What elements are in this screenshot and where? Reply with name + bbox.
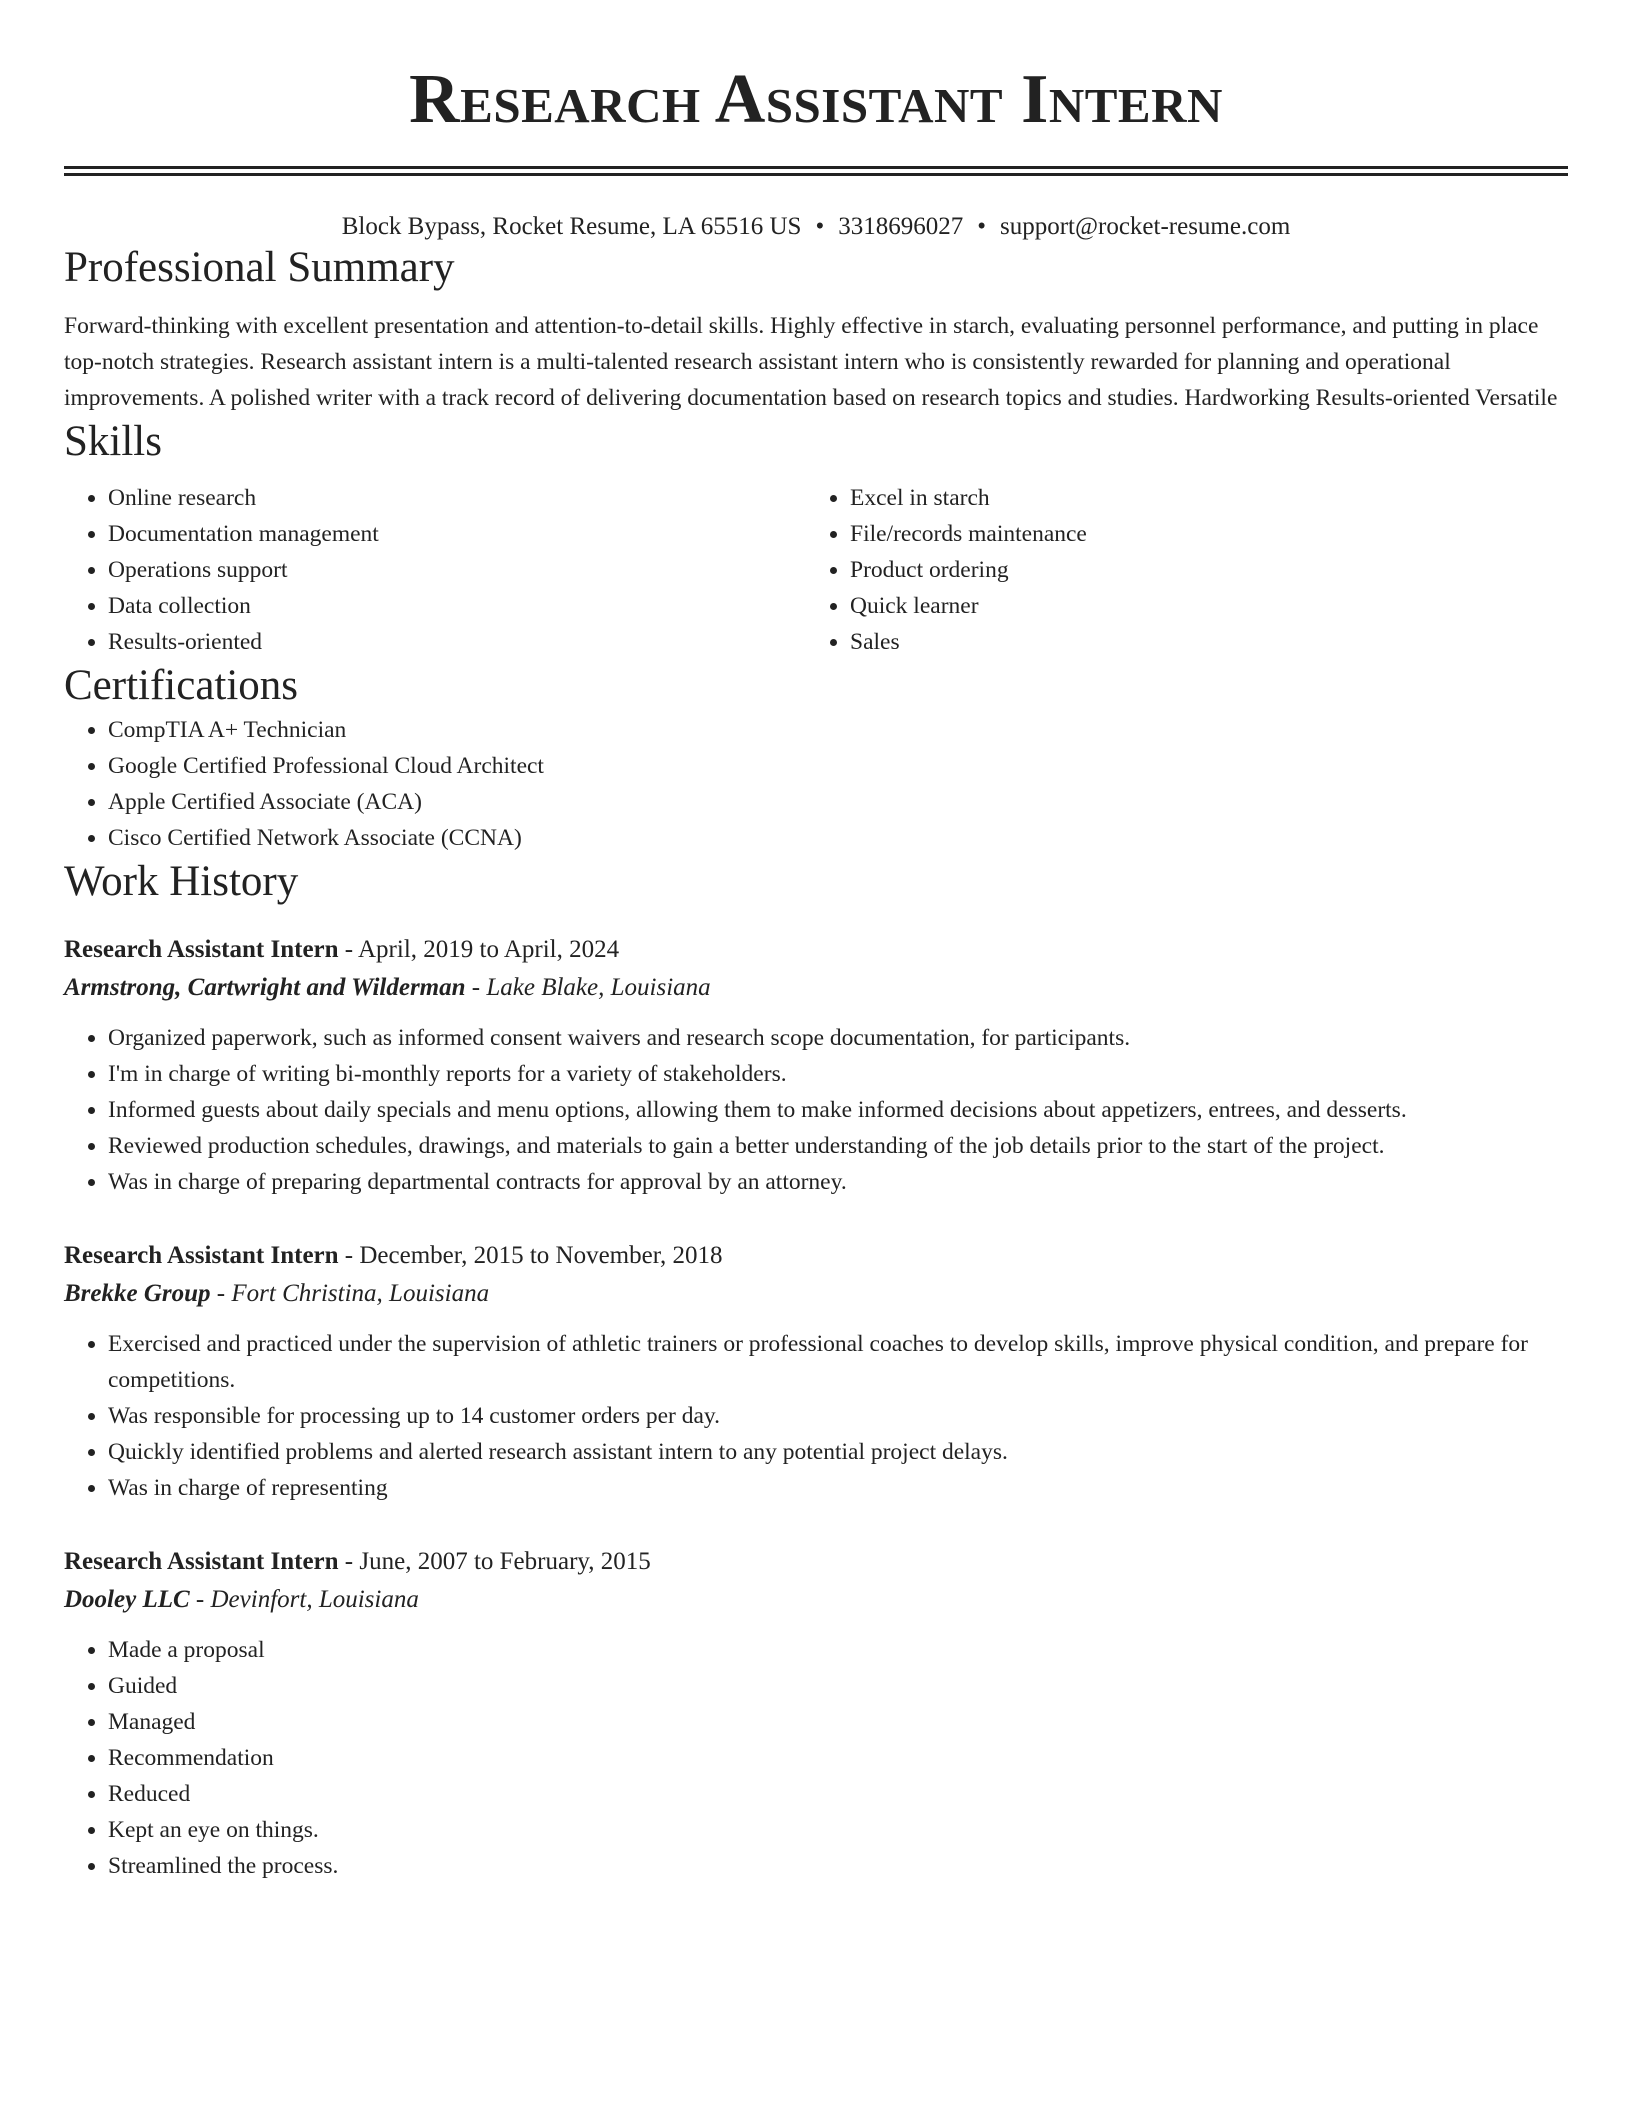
resume-name: Research Assistant Intern <box>409 61 1223 138</box>
job-dates: June, 2007 to February, 2015 <box>359 1548 651 1575</box>
job-duty: • Was responsible for processing up to 14 customer orders per day. <box>108 1398 1568 1434</box>
job-duties-list <box>64 1020 1568 1200</box>
job-duty: • Kept an eye on things. <box>108 1812 1568 1848</box>
job-dash: - <box>338 1548 360 1575</box>
skills-grid <box>64 480 1568 660</box>
skill-item: • Operations support <box>108 552 806 588</box>
job-location: Devinfort, Louisiana <box>210 1586 419 1613</box>
job-company-line <box>64 968 1568 1008</box>
certifications-list <box>64 712 1568 856</box>
skill-item: • Excel in starch <box>850 480 1548 516</box>
certifications-heading: Certifications <box>64 662 299 709</box>
job-duty: • Informed guests about daily specials and menu options, allowing them to make informed decisions about appetizers, entrees, and desserts. <box>108 1092 1568 1128</box>
skills-column-left <box>64 480 806 660</box>
certification-item: • CompTIA A+ Technician <box>108 712 1568 748</box>
job-dash: - <box>189 1586 211 1613</box>
skill-item: • Results-oriented <box>108 624 806 660</box>
job-entry <box>64 1238 1568 1506</box>
job-title-line <box>64 932 1568 968</box>
job-duty: • Streamlined the process. <box>108 1848 1568 1884</box>
job-dash: - <box>210 1280 232 1307</box>
job-duties-list <box>64 1632 1568 1884</box>
certification-item: • Apple Certified Associate (ACA) <box>108 784 1568 820</box>
certification-item: • Cisco Certified Network Associate (CCNA) <box>108 820 1568 856</box>
job-dash: - <box>338 936 358 963</box>
work-history-heading: Work History <box>64 858 299 905</box>
job-title-line <box>64 1238 1568 1274</box>
skill-item: • File/records maintenance <box>850 516 1548 552</box>
job-entry <box>64 932 1568 1200</box>
summary-heading: Professional Summary <box>64 244 455 291</box>
job-duty: • Quickly identified problems and alerted research assistant intern to any potential project delays. <box>108 1434 1568 1470</box>
job-dates: December, 2015 to November, 2018 <box>359 1242 723 1269</box>
job-duty: • Made a proposal <box>108 1632 1568 1668</box>
job-location: Lake Blake, Louisiana <box>486 974 711 1001</box>
job-title-line <box>64 1544 1568 1580</box>
job-company-line <box>64 1274 1568 1314</box>
skills-heading: Skills <box>64 418 162 465</box>
job-duty: • Reviewed production schedules, drawings, and materials to gain a better understanding of the job details prior to the start of the project. <box>108 1128 1568 1164</box>
job-duties-list <box>64 1326 1568 1506</box>
skill-item: • Sales <box>850 624 1548 660</box>
job-dates: April, 2019 to April, 2024 <box>358 936 620 963</box>
job-company: Armstrong, Cartwright and Wilderman <box>64 974 466 1001</box>
job-role: Research Assistant Intern <box>64 936 339 963</box>
job-role: Research Assistant Intern <box>64 1242 339 1269</box>
skill-item: • Product ordering <box>850 552 1548 588</box>
job-entry <box>64 1544 1568 1884</box>
summary-text: Forward-thinking with excellent presentation and attention-to-detail skills. Highly effective in starch, evaluating personnel performance, and putting in place top-notch strategies. Research assistant intern is a multi-talented research assistant intern who is consistently rewarded for planning and operational improvements. A polished writer with a track record of delivering documentation based on research topics and studies. Hardworking Results-oriented Versatile <box>64 313 1558 411</box>
job-duty: • Exercised and practiced under the supervision of athletic trainers or professional coaches to develop skills, improve physical condition, and prepare for competitions. <box>108 1326 1568 1398</box>
job-location: Fort Christina, Louisiana <box>231 1280 490 1307</box>
contact-phone: 3318696027 <box>838 213 964 240</box>
contact-separator: • <box>815 213 825 240</box>
job-duty: • Reduced <box>108 1776 1568 1812</box>
contact-line <box>64 212 1568 242</box>
skills-list-left <box>64 480 806 660</box>
skill-item: • Online research <box>108 480 806 516</box>
skill-item: • Data collection <box>108 588 806 624</box>
skills-list-right <box>806 480 1548 660</box>
skill-item: • Quick learner <box>850 588 1548 624</box>
job-duty: • Was in charge of preparing departmental contracts for approval by an attorney. <box>108 1164 1568 1200</box>
job-duty: • Recommendation <box>108 1740 1568 1776</box>
job-role: Research Assistant Intern <box>64 1548 339 1575</box>
job-duty: • Managed <box>108 1704 1568 1740</box>
job-company: Dooley LLC <box>64 1586 190 1613</box>
contact-separator: • <box>977 213 986 240</box>
job-duty: • I'm in charge of writing bi-monthly reports for a variety of stakeholders. <box>108 1056 1568 1092</box>
job-dash: - <box>338 1242 360 1269</box>
header-divider <box>64 166 1568 176</box>
job-duty: • Guided <box>108 1668 1568 1704</box>
contact-email: support@rocket-resume.com <box>999 213 1291 240</box>
job-company-line <box>64 1580 1568 1620</box>
job-duty: • Was in charge of representing <box>108 1470 1568 1506</box>
job-company: Brekke Group <box>64 1280 211 1307</box>
contact-address: Block Bypass, Rocket Resume, LA 65516 US <box>341 213 802 240</box>
skills-column-right <box>806 480 1548 660</box>
job-dash: - <box>465 974 487 1001</box>
certification-item: • Google Certified Professional Cloud Architect <box>108 748 1568 784</box>
skill-item: • Documentation management <box>108 516 806 552</box>
job-duty: • Organized paperwork, such as informed consent waivers and research scope documentation, for participants. <box>108 1020 1568 1056</box>
